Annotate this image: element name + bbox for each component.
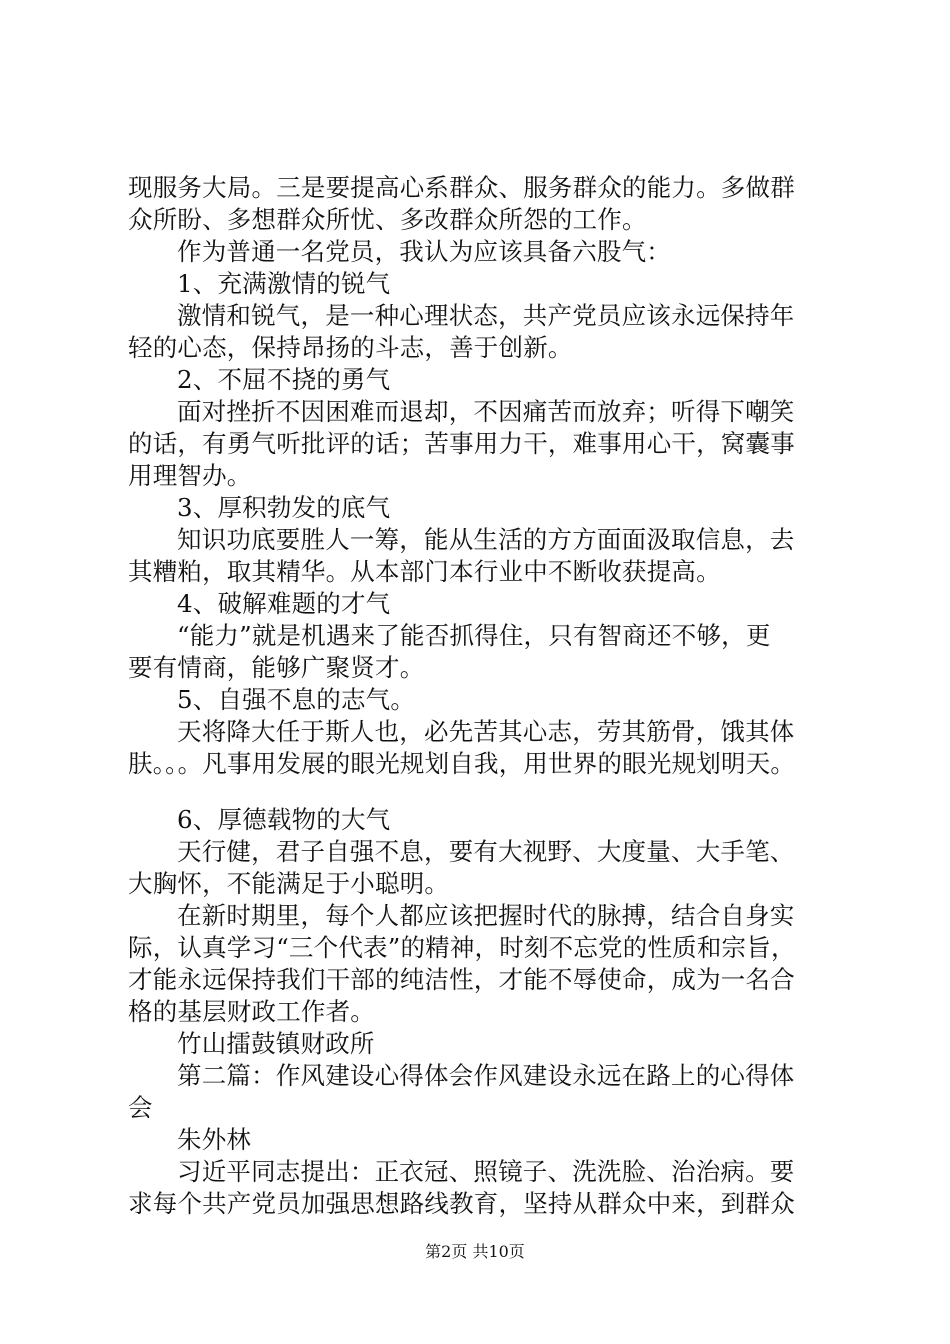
- signature-organization: 竹山擂鼓镇财政所: [177, 1029, 375, 1058]
- author-name: 朱外林: [177, 1125, 252, 1154]
- paragraph-gap: [128, 780, 840, 804]
- text-line: 众所盼、多想群众所忧、多改群众所怨的工作。: [128, 205, 647, 234]
- section-heading-1: 1、充满激情的锐气: [177, 269, 391, 298]
- text-line: 格的基层财政工作者。: [128, 997, 375, 1026]
- text-line: 知识功底要胜人一筹，能从生活的方方面面汲取信息，去: [177, 525, 795, 554]
- article-title-continued: 会: [128, 1093, 153, 1122]
- paragraph-intro: 作为普通一名党员，我认为应该具备六股气：: [177, 237, 671, 266]
- text-line: 在新时期里，每个人都应该把握时代的脉搏，结合自身实: [177, 901, 795, 930]
- section-heading-5: 5、自强不息的志气。: [177, 685, 416, 714]
- document-body: [128, 172, 840, 1220]
- section-heading-6: 6、厚德载物的大气: [177, 805, 391, 834]
- text-line: 肤。。。凡事用发展的眼光规划自我，用世界的眼光规划明天。: [128, 749, 796, 778]
- text-line: 际，认真学习“三个代表”的精神，时刻不忘党的性质和宗旨，: [128, 933, 796, 962]
- text-line: 轻的心态，保持昂扬的斗志，善于创新。: [128, 333, 573, 362]
- article-title: 第二篇：作风建设心得体会作风建设永远在路上的心得体: [177, 1061, 795, 1090]
- text-line: 要有情商，能够广聚贤才。: [128, 653, 425, 682]
- text-line: 面对挫折不因困难而退却，不因痛苦而放弃；听得下嘲笑: [177, 397, 795, 426]
- text-line: 习近平同志提出：正衣冠、照镜子、洗洗脸、治治病。要: [177, 1157, 795, 1186]
- text-line: 其糟粕，取其精华。从本部门本行业中不断收获提高。: [128, 557, 721, 586]
- page-number-footer: 第2页 共10页: [425, 1242, 525, 1261]
- text-line: 天行健，君子自强不息，要有大视野、大度量、大手笔、: [177, 837, 795, 866]
- text-line: 的话，有勇气听批评的话；苦事用力干，难事用心干，窝囊事: [128, 429, 795, 458]
- section-heading-3: 3、厚积勃发的底气: [177, 493, 391, 522]
- text-line: 求每个共产党员加强思想路线教育，坚持从群众中来，到群众: [128, 1189, 795, 1218]
- text-line: 才能永远保持我们干部的纯洁性，才能不辱使命，成为一名合: [128, 965, 795, 994]
- text-line: 大胸怀，不能满足于小聪明。: [128, 869, 450, 898]
- text-line: 天将降大任于斯人也，必先苦其心志，劳其筋骨，饿其体: [177, 717, 795, 746]
- section-heading-4: 4、破解难题的才气: [177, 589, 391, 618]
- text-line: 现服务大局。三是要提高心系群众、服务群众的能力。多做群: [128, 173, 795, 202]
- section-heading-2: 2、不屈不挠的勇气: [177, 365, 391, 394]
- text-line: “能力”就是机遇来了能否抓得住，只有智商还不够，更: [177, 621, 771, 650]
- text-line: 用理智办。: [128, 461, 252, 490]
- text-line: 激情和锐气，是一种心理状态，共产党员应该永远保持年: [177, 301, 795, 330]
